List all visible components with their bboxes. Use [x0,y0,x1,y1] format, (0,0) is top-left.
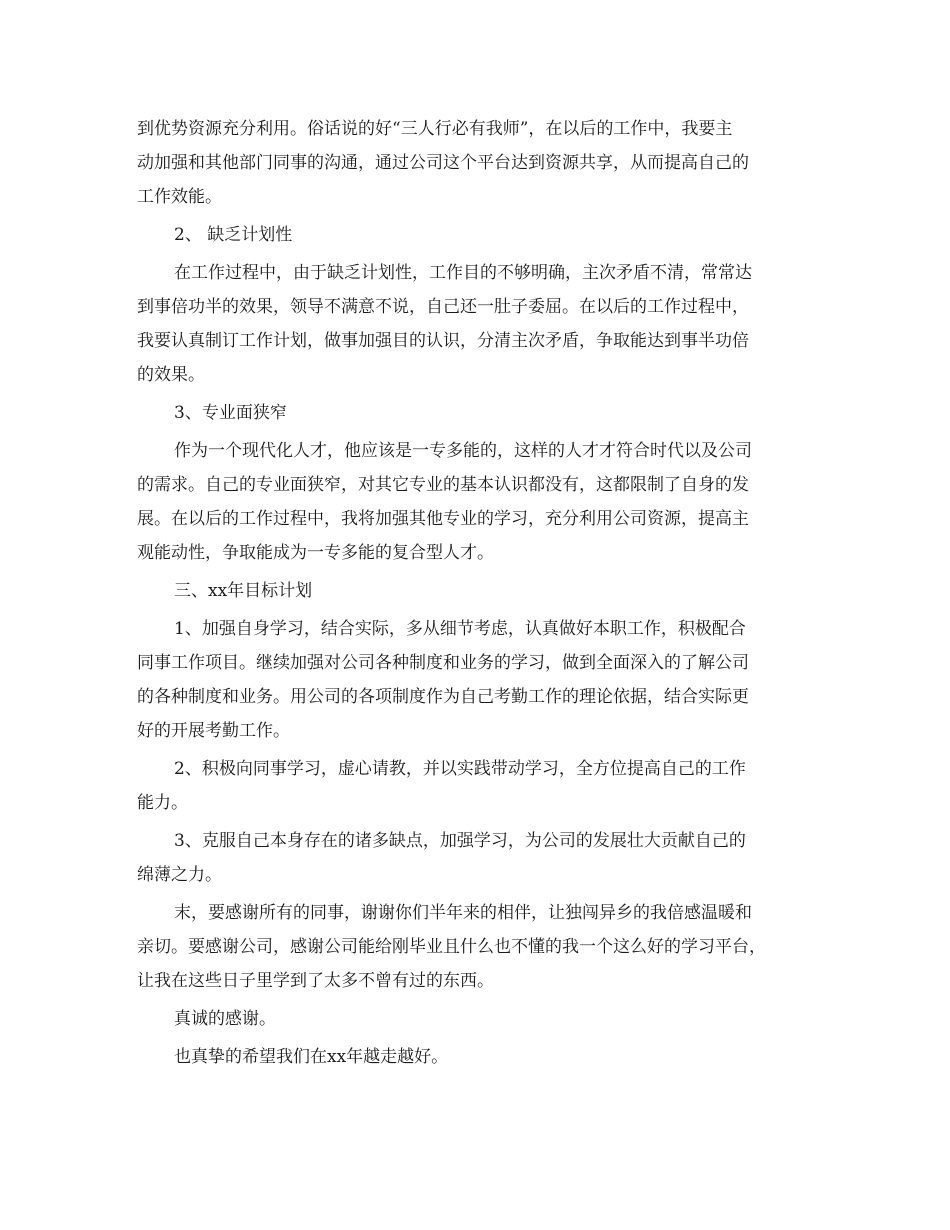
text-line: 同事工作项目。继续加强对公司各种制度和业务的学习，做到全面深入的了解公司 [137,653,749,673]
paragraph [137,1002,822,1036]
paragraph [137,112,822,214]
text-line: 工作效能。 [137,187,222,207]
document-body [137,112,822,1074]
text-line: 到事倍功半的效果，领导不满意不说，自己还一肚子委屈。在以后的工作过程中， [137,297,749,317]
text-line: 亲切。要感谢公司，感谢公司能给刚毕业且什么也不懂的我一个这么好的学习平台， [137,937,766,957]
text-line: 好的开展考勤工作。 [137,721,290,741]
text-line: 的需求。自己的专业面狭窄，对其它专业的基本认识都没有，这都限制了自身的发 [137,475,749,495]
text-line: 能力。 [137,793,188,813]
text-line: 我要认真制订工作计划，做事加强目的认识，分清主次矛盾，争取能达到事半功倍 [137,331,749,351]
text-line: 也真挚的希望我们在xx年越走越好。 [174,1047,449,1067]
paragraph [137,1040,822,1074]
text-line: 的效果。 [137,365,205,385]
paragraph [137,218,822,252]
text-line: 观能动性，争取能成为一专多能的复合型人才。 [137,543,494,563]
text-line: 动加强和其他部门同事的沟通，通过公司这个平台达到资源共享，从而提高自己的 [137,153,749,173]
paragraph [137,396,822,430]
text-line: 2、积极向同事学习，虚心请教，并以实践带动学习，全方位提高自己的工作 [174,759,746,779]
text-line: 真诚的感谢。 [174,1009,276,1029]
paragraph [137,896,822,998]
paragraph [137,612,822,748]
text-line: 3、专业面狭窄 [174,403,287,423]
paragraph [137,574,822,608]
text-line: 作为一个现代化人才，他应该是一专多能的，这样的人才才符合时代以及公司 [174,441,752,461]
paragraph [137,752,822,820]
text-line: 的各种制度和业务。用公司的各项制度作为自己考勤工作的理论依据，结合实际更 [137,687,749,707]
text-line: 让我在这些日子里学到了太多不曾有过的东西。 [137,971,494,991]
text-line: 绵薄之力。 [137,865,222,885]
text-line: 三、xx年目标计划 [174,581,313,601]
text-line: 1、加强自身学习，结合实际，多从细节考虑，认真做好本职工作，积极配合 [174,619,746,639]
paragraph [137,434,822,570]
paragraph [137,824,822,892]
text-line: 3、克服自己本身存在的诸多缺点，加强学习，为公司的发展壮大贡献自己的 [174,831,746,851]
paragraph [137,256,822,392]
text-line: 在工作过程中，由于缺乏计划性，工作目的不够明确，主次矛盾不清，常常达 [174,263,752,283]
text-line: 展。在以后的工作过程中，我将加强其他专业的学习，充分利用公司资源，提高主 [137,509,749,529]
text-line: 到优势资源充分利用。俗话说的好“三人行必有我师”，在以后的工作中，我要主 [137,119,733,139]
text-line: 末，要感谢所有的同事，谢谢你们半年来的相伴，让独闯异乡的我倍感温暖和 [174,903,752,923]
text-line: 2、 缺乏计划性 [174,225,293,245]
